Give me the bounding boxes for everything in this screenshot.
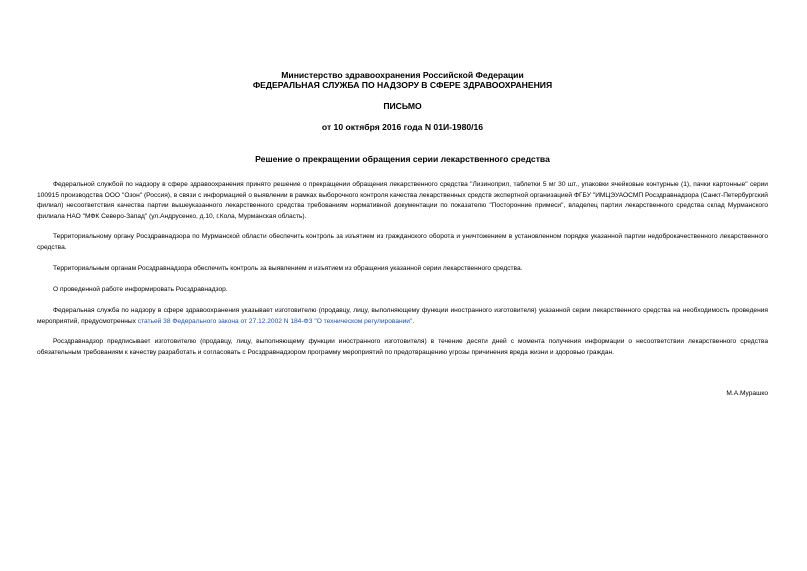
paragraph-prescription: Росздравнадзор предписывает изготовителю (продавцу, лицу, выполняющему функции иностранного изготовителя) в течение десяти дней с момента получения информации о несоответствии лекарственного средства обязательным требованиям к качеству разработать и согласовать с Росздравнадзором программу мероприятий по предотвращению угрозы причинения вреда жизни и здоровью граждан. xyxy=(37,338,768,356)
document-subject: Решение о прекращении обращения серии лекарственного средства xyxy=(255,154,550,164)
signature: М.А.Мурашко xyxy=(726,390,768,397)
paragraph-decision: Федеральной службой по надзору в сфере здравоохранения принято решение о прекращении обращения лекарственного средства "Лизиноприл, таблетки 5 мг 30 шт., упаковки ячейковые контурные (1), пачки картонные" серии 100915 производства ООО "Озон" (Россия), в связи с информацией о выявлении в рамках выборочного контроля качества лекарственных средств экспертной организацией ФГБУ "ИМЦЭУАОСМП Росздравнадзора (Санкт-Петербургский филиал) несоответствия качества партии вышеуказанного лекарственного средства требованиям нормативной документации по показателю "Посторонние примеси", владелец партии лекарственного средства склад Мурманского филиала НАО "МФК Северо-Запад" (ул.Андрусенко, д.10, г.Кола, Мурманская область). xyxy=(37,181,768,220)
paragraph-manufacturer-text: Федеральная служба по надзору в сфере здравоохранения указывает изготовителю (продавцу, лицу, выполняющему функции иностранного изготовителя) указанной серии лекарственного средства на необходимость проведения мероприятий, предусмотренных xyxy=(37,307,768,325)
service-title: ФЕДЕРАЛЬНАЯ СЛУЖБА ПО НАДЗОРУ В СФЕРЕ ЗДРАВООХРАНЕНИЯ xyxy=(252,80,553,90)
ministry-title: Министерство здравоохранения Российской Федерации xyxy=(281,70,524,80)
paragraph-manufacturer-measures xyxy=(37,306,768,327)
document-date-number: от 10 октября 2016 года N 01И-1980/16 xyxy=(321,122,484,132)
paragraph-territorial-bodies: Территориальным органам Росздравнадзора обеспечить контроль за выявлением и изъятием из обращения указанной серии лекарственного средства. xyxy=(53,265,523,272)
document-page xyxy=(37,0,768,571)
document-type: ПИСЬМО xyxy=(383,101,422,111)
paragraph-manufacturer-end: . xyxy=(412,317,415,325)
paragraph-inform: О проведенной работе информировать Росздравнадзор. xyxy=(53,286,228,293)
law-article-link[interactable]: статьей 38 Федерального закона от 27.12.2002 N 184-ФЗ "О техническом регулировании" xyxy=(137,317,413,325)
paragraph-territorial-murmansk: Территориальному органу Росздравнадзора по Мурманской области обеспечить контроль за изъятием из гражданского оборота и уничтожением в установленном порядке указанной партии недоброкачественного лекарственного средства. xyxy=(37,233,768,251)
